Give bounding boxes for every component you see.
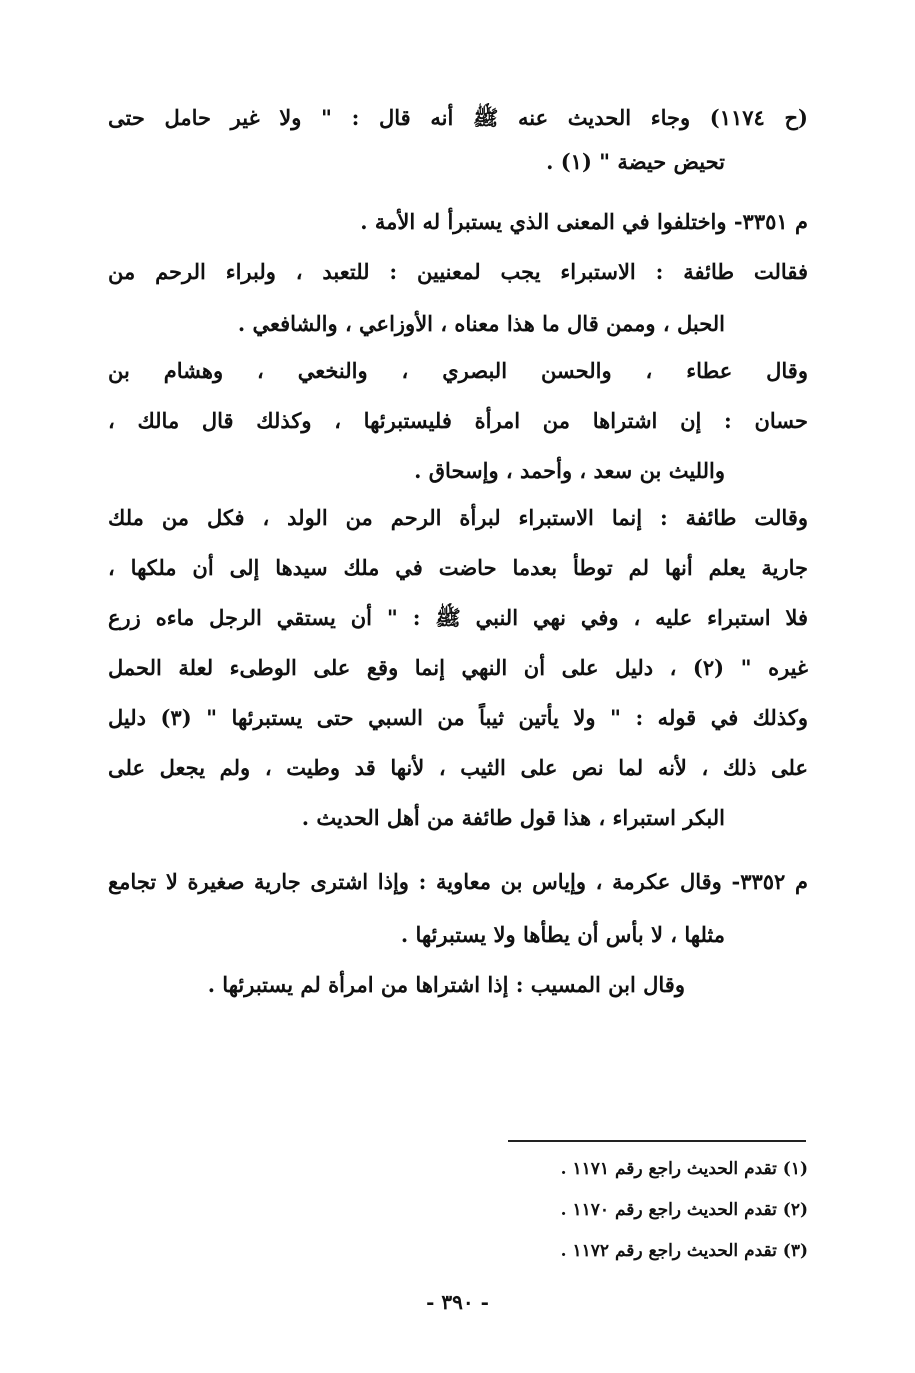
- masala-3351-heading: م ٣٣٥١- واختلفوا في المعنى الذي يستبرأ له الأمة .: [360, 209, 808, 234]
- masala-3352-line-3: وقال ابن المسيب : إذا اشتراها من امرأة لم يستبرئها .: [207, 972, 685, 997]
- page-number: - ٣٩٠ -: [426, 1290, 489, 1314]
- hadith-1174-line-2: تحيض حيضة " (١) .: [546, 149, 725, 174]
- masala-3351-p3-line-4: غيره " (٢) ، دليل على أن النهي إنما وقع على الوطىء لعلة الحمل: [108, 655, 808, 680]
- footnote-separator: [508, 1140, 806, 1142]
- masala-3351-p3-line-6: على ذلك ، لأنه لما نص على الثيب ، لأنها قد وطيت ، ولم يجعل على: [108, 755, 808, 780]
- footnote-2: (٢) تقدم الحديث راجع رقم ١١٧٠ .: [560, 1200, 808, 1220]
- hadith-1174-line-1: (ح ١١٧٤) وجاء الحديث عنه ﷺ أنه قال : " ولا غير حامل حتى: [108, 105, 808, 130]
- masala-3351-p3-line-3: فلا استبراء عليه ، وفي نهي النبي ﷺ : " أن يستقي الرجل ماءه زرع: [108, 605, 808, 630]
- footnote-3: (٣) تقدم الحديث راجع رقم ١١٧٢ .: [560, 1241, 808, 1261]
- masala-3351-p3-line-2: جارية يعلم أنها لم توطأ بعدما حاضت في ملك سيدها إلى أن ملكها ،: [108, 555, 808, 580]
- masala-3351-p2-line-1: وقال عطاء ، والحسن البصري ، والنخعي ، وهشام بن: [108, 358, 808, 383]
- masala-3351-p1-line-2: الحبل ، وممن قال ما هذا معناه ، الأوزاعي ، والشافعي .: [237, 311, 725, 336]
- masala-3351-p3-line-7: البكر استبراء ، هذا قول طائفة من أهل الحديث .: [301, 805, 725, 830]
- masala-3351-p1-line-1: فقالت طائفة : الاستبراء يجب لمعنيين : للتعبد ، ولبراء الرحم من: [108, 259, 808, 284]
- masala-3351-p2-line-3: والليث بن سعد ، وأحمد ، وإسحاق .: [414, 458, 725, 483]
- masala-3351-p3-line-5: وكذلك في قوله : " ولا يأتين ثيباً من السبي حتى يستبرئها " (٣) دليل: [108, 705, 808, 730]
- masala-3352-line-1: م ٣٣٥٢- وقال عكرمة ، وإياس بن معاوية : وإذا اشترى جارية صغيرة لا تجامع: [108, 869, 808, 894]
- masala-3351-p2-line-2: حسان : إن اشتراها من امرأة فليستبرئها ، وكذلك قال مالك ،: [108, 408, 808, 433]
- footnote-1: (١) تقدم الحديث راجع رقم ١١٧١ .: [560, 1159, 808, 1179]
- masala-3351-p3-line-1: وقالت طائفة : إنما الاستبراء لبرأة الرحم من الولد ، فكل من ملك: [108, 505, 808, 530]
- masala-3352-line-2: مثلها ، لا بأس أن يطأها ولا يستبرئها .: [400, 922, 725, 947]
